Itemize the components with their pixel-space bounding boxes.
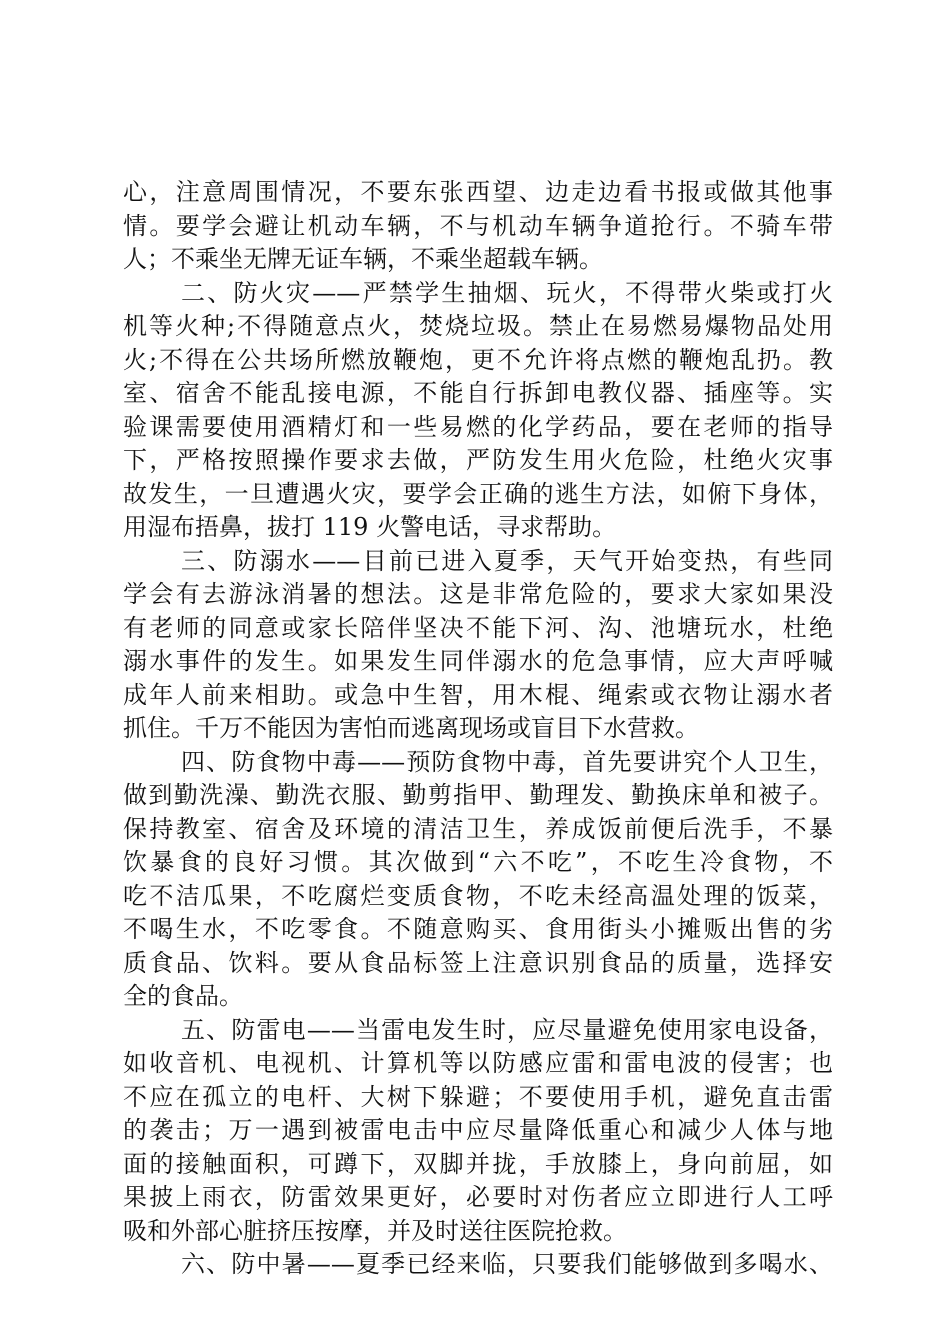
text-line: 面的接触面积，可蹲下，双脚并拢，手放膝上，身向前屈，如	[123, 1149, 833, 1178]
text-line: 机等火种;不得随意点火，焚烧垃圾。禁止在易燃易爆物品处用	[123, 312, 833, 340]
text-line: 人；不乘坐无牌无证车辆，不乘坐超载车辆。	[123, 245, 603, 273]
text-line: 的袭击；万一遇到被雷电击中应尽量降低重心和减少人体与地	[123, 1116, 833, 1144]
text-line: 火;不得在公共场所燃放鞭炮，更不允许将点燃的鞭炮乱扔。教	[123, 345, 833, 374]
text-line: 抓住。千万不能因为害怕而逃离现场或盲目下水营救。	[123, 714, 699, 742]
text-line: 保持教室、宿舍及环境的清洁卫生，养成饭前便后洗手，不暴	[123, 814, 833, 843]
text-line: 不喝生水，不吃零食。不随意购买、食用街头小摊贩出售的劣	[123, 915, 833, 943]
text-line: 心，注意周围情况，不要东张西望、边走边看书报或做其他事	[123, 178, 833, 206]
text-line: 果披上雨衣，防雷效果更好，必要时对伤者应立即进行人工呼	[123, 1183, 833, 1211]
text-line: 学会有去游泳消暑的想法。这是非常危险的，要求大家如果没	[123, 580, 833, 608]
paragraph-first-line: 五、防雷电——当雷电发生时，应尽量避免使用家电设备，	[181, 1015, 833, 1044]
paragraph-first-line: 二、防火灾——严禁学生抽烟、玩火，不得带火柴或打火	[181, 278, 833, 307]
paragraph-first-line: 四、防食物中毒——预防食物中毒，首先要讲究个人卫生，	[181, 747, 833, 776]
text-line: 成年人前来相助。或急中生智，用木棍、绳索或衣物让溺水者	[123, 680, 833, 709]
text-line: 全的食品。	[123, 982, 243, 1010]
text-line: 吃不洁瓜果，不吃腐烂变质食物，不吃未经高温处理的饭菜，	[123, 881, 833, 910]
text-line: 用湿布捂鼻，拔打 119 火警电话，寻求帮助。	[123, 513, 617, 541]
text-line: 质食品、饮料。要从食品标签上注意识别食品的质量，选择安	[123, 948, 833, 977]
text-line: 验课需要使用酒精灯和一些易燃的化学药品，要在老师的指导	[123, 412, 833, 441]
text-line: 故发生，一旦遭遇火灾，要学会正确的逃生方法，如俯下身体，	[123, 479, 833, 508]
text-line: 有老师的同意或家长陪伴坚决不能下河、沟、池塘玩水，杜绝	[123, 613, 833, 642]
text-line: 不应在孤立的电杆、大树下躲避；不要使用手机，避免直击雷	[123, 1082, 833, 1111]
text-line: 情。要学会避让机动车辆，不与机动车辆争道抢行。不骑车带	[123, 211, 833, 240]
paragraph-first-line: 三、防溺水——目前已进入夏季，天气开始变热，有些同	[181, 546, 833, 575]
text-line: 做到勤洗澡、勤洗衣服、勤剪指甲、勤理发、勤换床单和被子。	[123, 781, 833, 809]
text-line: 如收音机、电视机、计算机等以防感应雷和雷电波的侵害；也	[123, 1049, 833, 1077]
text-line: 溺水事件的发生。如果发生同伴溺水的危急事情，应大声呼喊	[123, 647, 833, 675]
text-line: 饮暴食的良好习惯。其次做到“六不吃”，不吃生冷食物，不	[123, 848, 833, 876]
body-text	[123, 176, 833, 1282]
paragraph-first-line: 六、防中暑——夏季已经来临，只要我们能够做到多喝水、	[181, 1250, 833, 1278]
text-line: 下，严格按照操作要求去做，严防发生用火危险，杜绝火灾事	[123, 446, 833, 474]
text-line: 吸和外部心脏挤压按摩，并及时送往医院抢救。	[123, 1216, 627, 1245]
text-line: 室、宿舍不能乱接电源，不能自行拆卸电教仪器、插座等。实	[123, 379, 833, 407]
